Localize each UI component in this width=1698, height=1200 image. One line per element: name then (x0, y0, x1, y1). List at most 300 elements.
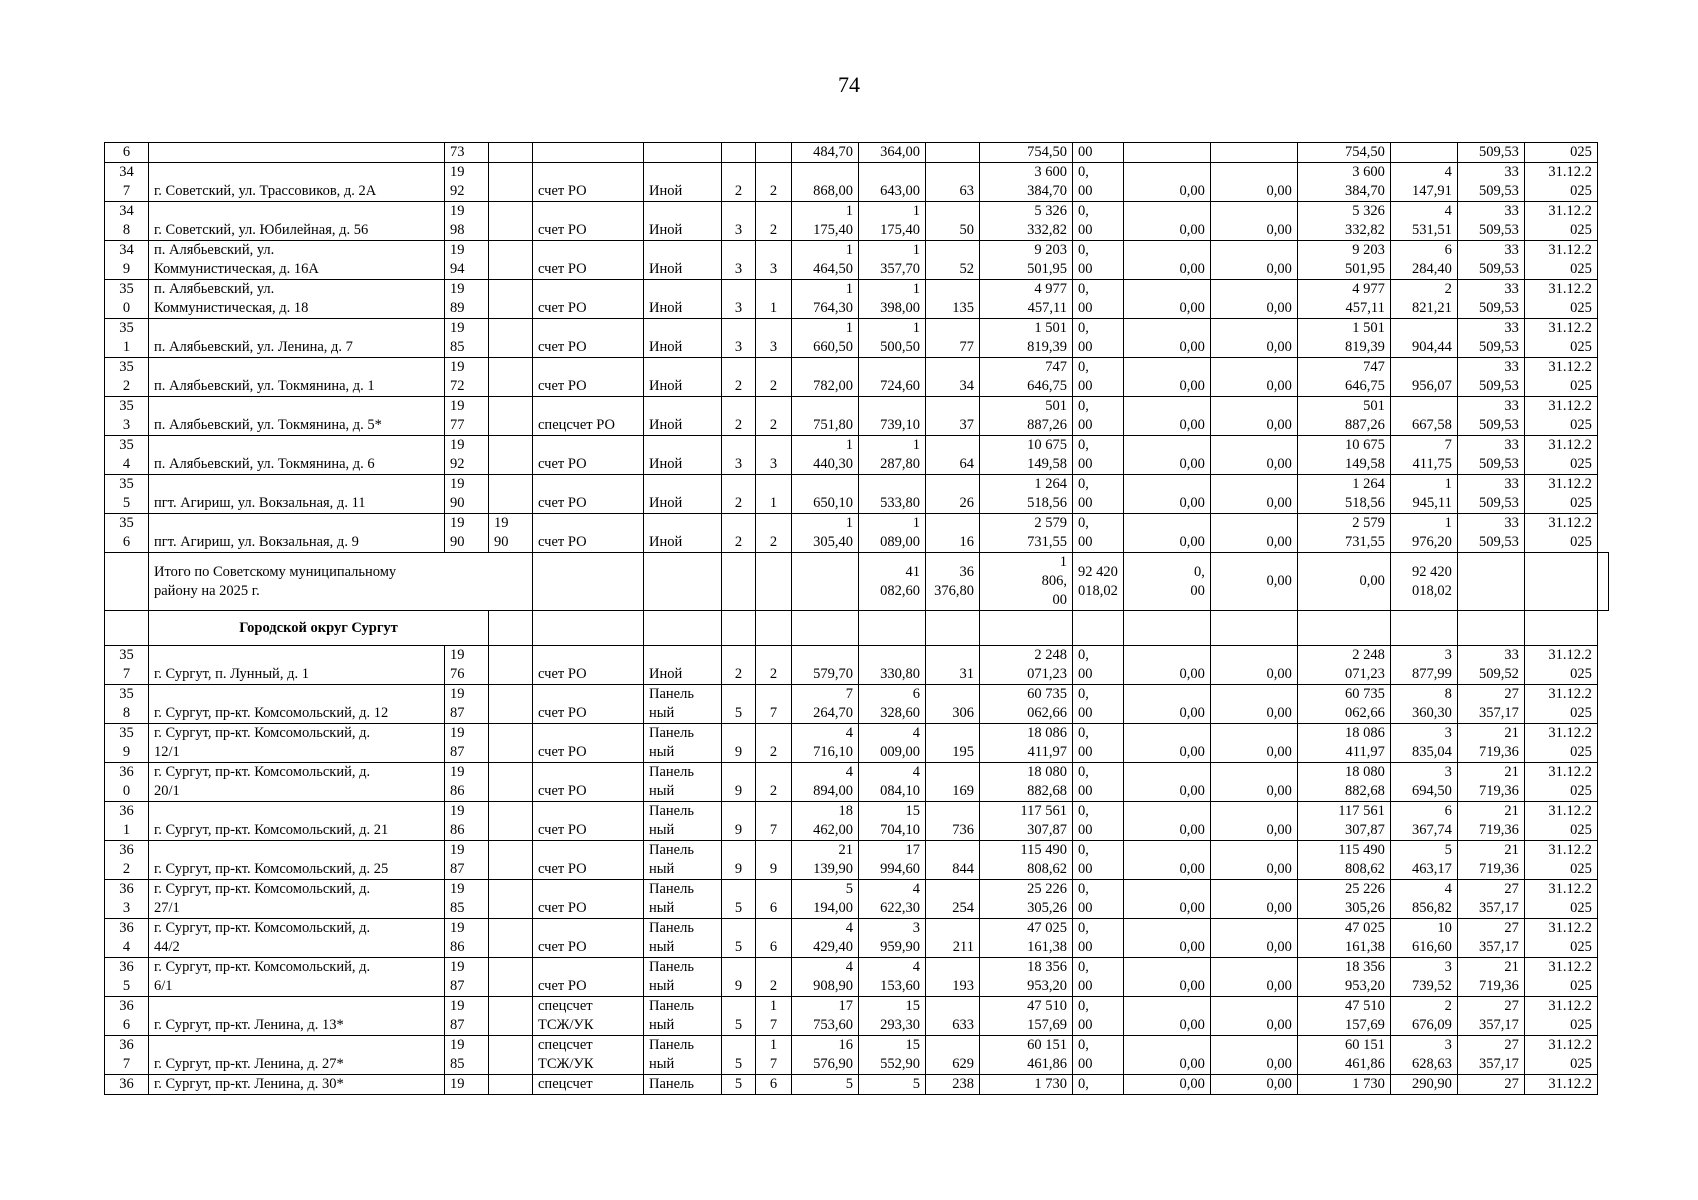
cell-line (761, 880, 786, 899)
cell-year-built (445, 919, 489, 958)
cell-line (727, 358, 750, 377)
cell-fund-b (1210, 436, 1297, 475)
cell-number (105, 1036, 149, 1075)
cell-line: 6 (769, 900, 778, 916)
cell-max-cost (1457, 241, 1524, 280)
cell-line: 34 (959, 378, 974, 394)
cell-number (105, 358, 149, 397)
cell-line: 1 730 (1034, 1076, 1067, 1092)
cell-line: 37 (959, 417, 974, 433)
cell-line: 2 (769, 417, 778, 433)
cell-line: 1 (845, 320, 853, 336)
cell-residents (926, 1075, 980, 1095)
cell-year-built (445, 841, 489, 880)
cell-fund-b (1210, 997, 1297, 1036)
table-row (105, 475, 1609, 514)
cell-line: 254 (952, 900, 974, 916)
cell-entrances (756, 802, 792, 841)
cell-line: 3 600 (1034, 164, 1067, 180)
cell-year-commissioned (489, 880, 533, 919)
table-body (105, 143, 1609, 1095)
cell-line: 175,40 (880, 222, 920, 238)
cell-line: 31.12.2 (1548, 398, 1592, 414)
cell-line (649, 397, 716, 416)
cell-line: 15 (905, 1037, 920, 1053)
cell-line: 025 (1570, 666, 1592, 682)
cell-year-built (445, 202, 489, 241)
cell-line: ТСЖ/УК (538, 1017, 594, 1033)
cell-line (931, 997, 974, 1016)
cell-line: 357,70 (880, 261, 920, 277)
cell-line: 882,68 (1345, 783, 1385, 799)
cell-line: 025 (1570, 1056, 1592, 1072)
cell-fund-b (1210, 358, 1297, 397)
cell-line: 0, (1078, 437, 1089, 453)
cell-line (931, 763, 974, 782)
cell-line: 0,00 (1179, 495, 1205, 511)
cell-line (727, 514, 750, 533)
cell-line (154, 397, 439, 416)
cell-line: счет РО (538, 744, 587, 760)
cell-line: 808,62 (1345, 861, 1385, 877)
cell-line: 764,30 (813, 300, 853, 316)
cell-line: 736 (952, 822, 974, 838)
section-title: Городской округ Сургут (149, 611, 489, 646)
cell-number (105, 514, 149, 553)
cell-line: 86 (450, 822, 465, 838)
cell-total-area (792, 163, 859, 202)
cell-total-area (792, 841, 859, 880)
cell-residents (926, 880, 980, 919)
cell-unit-cost (1390, 997, 1457, 1036)
cell-line: 440,30 (813, 456, 853, 472)
cell-line (154, 163, 439, 182)
cell-line: 72 (450, 378, 465, 394)
table-row (105, 919, 1609, 958)
cell-line (1129, 358, 1205, 377)
cell-fund-b (1210, 202, 1297, 241)
cell-unit-cost (1390, 241, 1457, 280)
cell-line (538, 880, 638, 899)
cell-wall-material (644, 202, 722, 241)
cell-line (1396, 397, 1452, 416)
cell-deadline (1524, 143, 1597, 163)
cell-cost-per-unit (1073, 436, 1124, 475)
cell-cost (980, 880, 1073, 919)
cell-line: ный (649, 1017, 675, 1033)
cell-line (1216, 1036, 1292, 1055)
cell-line: 384,70 (1345, 183, 1385, 199)
cell-fund-method (533, 919, 644, 958)
cell-line: 5 (122, 495, 131, 511)
cell-line (1216, 646, 1292, 665)
cell-line: 835,04 (1412, 744, 1452, 760)
cell-total-area (792, 143, 859, 163)
cell-line: 21 (1504, 764, 1519, 780)
cell-wall-material (644, 319, 722, 358)
cell-max-cost (1457, 514, 1524, 553)
cell-line (797, 397, 853, 416)
cell-line (1216, 841, 1292, 860)
cell-address (149, 280, 445, 319)
cell-line: 135 (952, 300, 974, 316)
cell-line: 667,58 (1412, 417, 1452, 433)
table-row (105, 280, 1609, 319)
cell-line: 484,70 (813, 144, 853, 160)
cell-line: 15 (905, 803, 920, 819)
cell-line (1129, 802, 1205, 821)
cell-line: 1 (845, 203, 853, 219)
cell-line: 509,53 (1479, 534, 1519, 550)
cell-line (538, 919, 638, 938)
cell-deadline (1524, 958, 1597, 997)
cell-line: Иной (649, 339, 683, 355)
cell-line: 868,00 (813, 183, 853, 199)
cell-address (149, 241, 445, 280)
cell-year-built (445, 880, 489, 919)
cell-deadline (1524, 280, 1597, 319)
cell-line: 89 (450, 300, 465, 316)
cell-line: г. Сургут, пр-кт. Комсомольский, д. (154, 959, 371, 975)
cell-line: 31.12.2 (1548, 998, 1592, 1014)
cell-line (1216, 685, 1292, 704)
cell-fund-total (1297, 685, 1390, 724)
cell-cost-per-unit (1073, 143, 1124, 163)
cell-address (149, 1036, 445, 1075)
cell-line: 3 (1444, 725, 1452, 741)
cell-line (797, 358, 853, 377)
cell-line: 464,50 (813, 261, 853, 277)
cell-year-commissioned (489, 202, 533, 241)
cell-fund-b (1210, 397, 1297, 436)
cell-fund-method (533, 280, 644, 319)
cell-address (149, 143, 445, 163)
cell-line: 9 (734, 744, 743, 760)
cell-line: 509,53 (1479, 417, 1519, 433)
cell-line: 305,26 (1027, 900, 1067, 916)
cell-line: 00 (1078, 900, 1093, 916)
cell-line (931, 646, 974, 665)
cell-line: 0,00 (1266, 744, 1292, 760)
cell-line: 35 (119, 476, 134, 492)
table-row (105, 202, 1609, 241)
cell-floors (722, 319, 756, 358)
cell-line: 36 (119, 1076, 134, 1092)
cell-line: 0,00 (1266, 495, 1292, 511)
cell-cost-per-unit (1073, 1036, 1124, 1075)
cell-line: 4 (845, 764, 853, 780)
cell-line: 6 (122, 1017, 131, 1033)
cell-line: 41 (905, 563, 920, 580)
cell-line: 509,53 (1479, 183, 1519, 199)
cell-fund-a (1123, 280, 1210, 319)
cell-line: 76 (450, 666, 465, 682)
cell-line: 36 (959, 563, 974, 580)
cell-line: 616,60 (1412, 939, 1452, 955)
cell-line (797, 475, 853, 494)
cell-line: 739,10 (880, 417, 920, 433)
cell-line: 579,70 (813, 666, 853, 682)
cell-line: 0, (1078, 725, 1089, 741)
cell-cost-per-unit (1073, 646, 1124, 685)
cell-line: 19 (450, 998, 465, 1014)
cell-address (149, 958, 445, 997)
cell-line: п. Алябьевский, ул. Ленина, д. 7 (154, 339, 353, 355)
cell-line: 77 (959, 339, 974, 355)
cell-unit-cost (1390, 475, 1457, 514)
cell-max-cost (1457, 319, 1524, 358)
cell-entrances (756, 919, 792, 958)
cell-line: 754,50 (1345, 144, 1385, 160)
cell-fund-total (1297, 514, 1390, 553)
cell-line: 2 579 (1034, 515, 1067, 531)
cell-line: 20/1 (154, 783, 180, 799)
cell-line (1216, 919, 1292, 938)
cell-line: 194,00 (813, 900, 853, 916)
cell-floors (722, 475, 756, 514)
cell-wall-material (644, 280, 722, 319)
cell-floors (722, 841, 756, 880)
cell-line (538, 841, 638, 860)
cell-line (1216, 880, 1292, 899)
cell-fund-b (1210, 1075, 1297, 1095)
cell-line (931, 1036, 974, 1055)
cell-wall-material (644, 241, 722, 280)
cell-line: 31.12.2 (1548, 725, 1592, 741)
cell-line: 0,00 (1179, 222, 1205, 238)
cell-residents (926, 802, 980, 841)
cell-line: пгт. Агириш, ул. Вокзальная, д. 9 (154, 534, 359, 550)
cell-line: 025 (1570, 1017, 1592, 1033)
cell-line: 90 (494, 534, 509, 550)
cell-line: 31 (959, 666, 974, 682)
cell-line: Иной (649, 261, 683, 277)
total-cell-fund-method (533, 553, 644, 611)
cell-cost-per-unit (1073, 397, 1124, 436)
cell-line: 15 (905, 998, 920, 1014)
cell-line: 518,56 (1345, 495, 1385, 511)
cell-year-built (445, 685, 489, 724)
cell-fund-total (1297, 1075, 1390, 1095)
cell-living-area (859, 475, 926, 514)
cell-fund-a (1123, 358, 1210, 397)
cell-line: 7 (1444, 437, 1452, 453)
cell-line: 6 (769, 939, 778, 955)
cell-line: 0, (1078, 764, 1089, 780)
cell-line: 461,86 (1027, 1056, 1067, 1072)
cell-line (538, 763, 638, 782)
cell-line: 44/2 (154, 939, 180, 955)
section-cell (105, 611, 149, 646)
cell-line: 00 (1078, 339, 1093, 355)
cell-number (105, 958, 149, 997)
cell-line (154, 841, 439, 860)
cell-line (931, 280, 974, 299)
cell-line: 193 (952, 978, 974, 994)
cell-line: счет РО (538, 822, 587, 838)
cell-total-area (792, 1075, 859, 1095)
cell-residents (926, 143, 980, 163)
cell-total-area (792, 514, 859, 553)
cell-line: 31.12.2 (1548, 647, 1592, 663)
cell-address (149, 841, 445, 880)
cell-line: 87 (450, 744, 465, 760)
cell-line (1216, 475, 1292, 494)
cell-entrances (756, 685, 792, 724)
cell-line: 0,00 (1179, 378, 1205, 394)
cell-line: 0, (1078, 842, 1089, 858)
cell-line: г. Сургут, пр-кт. Ленина, д. 27* (154, 1056, 344, 1072)
cell-fund-total (1297, 919, 1390, 958)
cell-line: 753,60 (813, 1017, 853, 1033)
cell-line: 025 (1570, 339, 1592, 355)
cell-line: 2 (769, 183, 778, 199)
cell-line: Панель (649, 881, 694, 897)
cell-line: 4 (845, 920, 853, 936)
cell-line (727, 202, 750, 221)
cell-year-commissioned (489, 319, 533, 358)
cell-floors (722, 202, 756, 241)
cell-wall-material (644, 880, 722, 919)
cell-line: 73 (450, 144, 465, 160)
cell-line: 0,00 (1179, 822, 1205, 838)
cell-line: счет РО (538, 783, 587, 799)
table-row (105, 646, 1609, 685)
cell-line: 00 (1078, 939, 1093, 955)
cell-residents (926, 163, 980, 202)
cell-cost-per-unit (1073, 163, 1124, 202)
cell-line (1129, 997, 1205, 1016)
cell-line: г. Сургут, пр-кт. Комсомольский, д. (154, 725, 371, 741)
cell-line (931, 358, 974, 377)
cell-line: 00 (1078, 495, 1093, 511)
cell-line: 0, (1078, 359, 1089, 375)
cell-line: Коммунистическая, д. 16А (154, 261, 319, 277)
cell-line: 35 (119, 725, 134, 741)
cell-line: 0, (1078, 515, 1089, 531)
cell-line (727, 280, 750, 299)
cell-living-area (859, 685, 926, 724)
cell-line: 35 (119, 647, 134, 663)
cell-line: 650,10 (813, 495, 853, 511)
cell-line: 00 (1078, 183, 1093, 199)
cell-living-area (859, 514, 926, 553)
cell-line: 31.12.2 (1548, 359, 1592, 375)
cell-line: 731,55 (1027, 534, 1067, 550)
table-row (105, 1036, 1609, 1075)
cell-line: 719,36 (1479, 744, 1519, 760)
cell-line: 629 (952, 1056, 974, 1072)
cell-line: ный (649, 705, 675, 721)
cell-total-area (792, 919, 859, 958)
cell-line: 5 (734, 939, 743, 955)
cell-line (538, 685, 638, 704)
cell-line: ный (649, 861, 675, 877)
cell-line: 31.12.2 (1548, 476, 1592, 492)
cell-line: 2 (769, 744, 778, 760)
cell-line: г. Сургут, пр-кт. Ленина, д. 30* (154, 1076, 344, 1092)
cell-line: 115 490 (1338, 842, 1385, 858)
cell-wall-material (644, 685, 722, 724)
cell-living-area (859, 397, 926, 436)
cell-entrances (756, 514, 792, 553)
cell-line: 161,38 (1345, 939, 1385, 955)
cell-total-area (792, 358, 859, 397)
section-cell (926, 611, 980, 646)
cell-fund-b (1210, 1036, 1297, 1075)
total-cell-fund-total (1297, 553, 1390, 611)
cell-line: 533,80 (880, 495, 920, 511)
cell-line: 025 (1570, 822, 1592, 838)
cell-line (649, 163, 716, 182)
cell-max-cost (1457, 919, 1524, 958)
cell-floors (722, 436, 756, 475)
cell-line: 0 (122, 300, 131, 316)
cell-fund-b (1210, 802, 1297, 841)
cell-floors (722, 880, 756, 919)
cell-line: 2 (1444, 281, 1452, 297)
cell-line: 025 (1570, 222, 1592, 238)
cell-line: 018,02 (1078, 582, 1118, 599)
cell-line: 27 (1504, 881, 1519, 897)
cell-fund-a (1123, 724, 1210, 763)
cell-floors (722, 919, 756, 958)
cell-line: 0,00 (1179, 300, 1205, 316)
cell-living-area (859, 436, 926, 475)
cell-line: 429,40 (813, 939, 853, 955)
cell-line (931, 958, 974, 977)
cell-entrances (756, 436, 792, 475)
cell-max-cost (1457, 685, 1524, 724)
cell-deadline (1524, 163, 1597, 202)
cell-line: 1 (1444, 476, 1452, 492)
cell-wall-material (644, 514, 722, 553)
cell-line: 0,00 (1266, 1017, 1292, 1033)
cell-line (1396, 358, 1452, 377)
cell-line: 00 (1078, 417, 1093, 433)
cell-fund-method (533, 646, 644, 685)
cell-line: 64 (959, 456, 974, 472)
cell-number (105, 802, 149, 841)
cell-living-area (859, 163, 926, 202)
cell-line (761, 724, 786, 743)
cell-line: 175,40 (813, 222, 853, 238)
cell-cost (980, 143, 1073, 163)
cell-line: району на 2025 г. (154, 582, 260, 599)
cell-line: Иной (649, 666, 683, 682)
cell-line: 576,90 (813, 1056, 853, 1072)
cell-entrances (756, 202, 792, 241)
cell-line: 5 (1444, 842, 1452, 858)
cell-cost-per-unit (1073, 763, 1124, 802)
cell-line: 2 248 (1352, 647, 1385, 663)
cell-fund-b (1210, 163, 1297, 202)
cell-line: 2 (734, 417, 743, 433)
cell-line: 0,00 (1179, 861, 1205, 877)
cell-line: 328,60 (880, 705, 920, 721)
cell-entrances (756, 143, 792, 163)
cell-cost-per-unit (1073, 1075, 1124, 1095)
cell-entrances (756, 280, 792, 319)
cell-line: 411,75 (1412, 456, 1452, 472)
cell-fund-b (1210, 880, 1297, 919)
cell-line: 9 203 (1034, 242, 1067, 258)
cell-cost (980, 319, 1073, 358)
cell-fund-total (1297, 143, 1390, 163)
cell-line: 19 (450, 242, 465, 258)
total-cell-floors (722, 553, 756, 611)
cell-line (727, 241, 750, 260)
